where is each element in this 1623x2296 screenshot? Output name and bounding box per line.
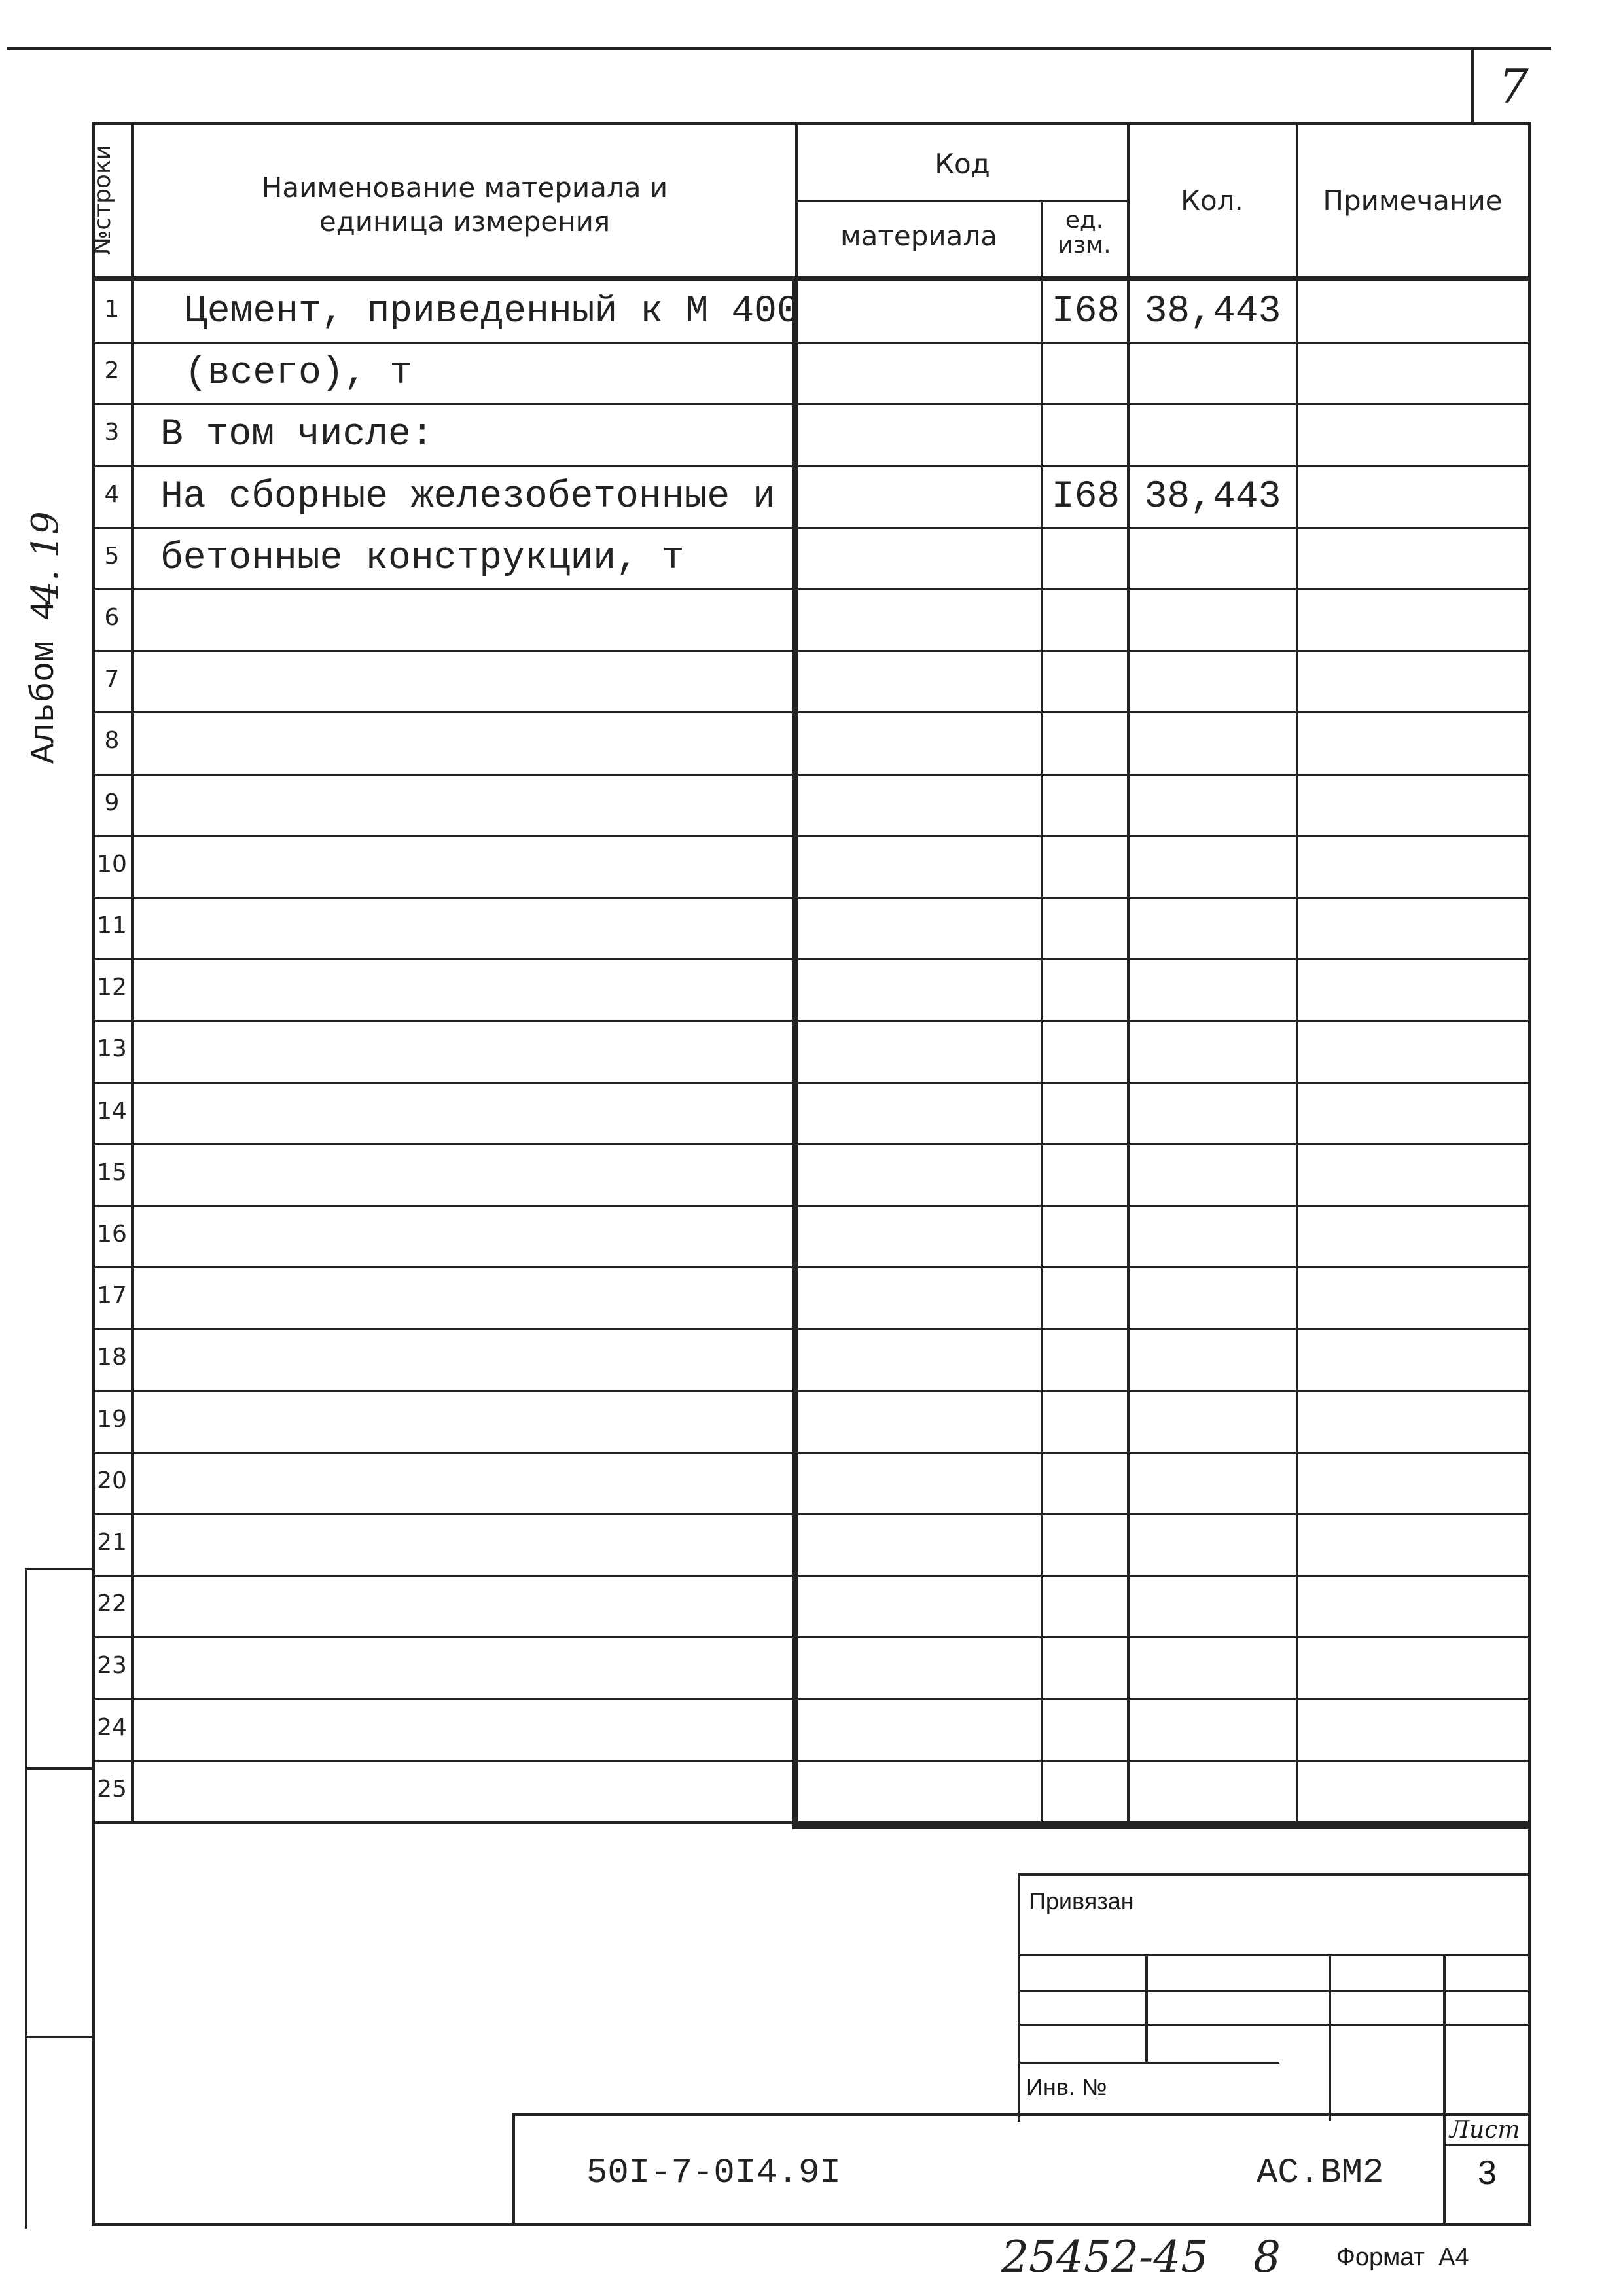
stamp-attached-label: Привязан (1029, 1888, 1134, 1914)
row-number: 23 (97, 1652, 127, 1679)
row-material-name: (всего), т (185, 352, 413, 395)
binding-strip-top (25, 1568, 93, 1570)
header-bottom-line (92, 276, 1531, 281)
table-row (0, 1515, 1623, 1576)
row-number: 8 (104, 727, 120, 755)
side-label-album: Альбом 4 (25, 600, 63, 764)
titleblock-left (512, 2113, 515, 2226)
row-number: 6 (104, 604, 120, 631)
table-row (0, 1268, 1623, 1329)
stamp-grid-h2 (1018, 1990, 1531, 1992)
row-material-name: бетонные конструкции, т (160, 537, 685, 580)
table-row (0, 1083, 1623, 1145)
stamp-grid-v1 (1145, 1954, 1148, 2062)
header-row-no: №строки (89, 144, 116, 255)
row-number: 1 (104, 296, 120, 323)
header-code-unit-1: ед. (1065, 207, 1104, 234)
table-row (0, 713, 1623, 774)
table-row (0, 651, 1623, 713)
binding-strip-sep2 (25, 2036, 93, 2038)
stamp-attached-left (1018, 1873, 1020, 2122)
row-unit-code: I68 (1051, 475, 1120, 518)
table-top-border (92, 122, 1531, 125)
doc-code: 50I-7-0I4.9I (586, 2153, 841, 2193)
row-number: 16 (97, 1221, 127, 1247)
top-border-line (7, 47, 1551, 50)
stamp-inv-label: Инв. № (1026, 2073, 1107, 2100)
row-number: 12 (97, 974, 127, 1001)
page-number: 7 (1499, 59, 1529, 114)
titleblock-sheet-line (1443, 2144, 1531, 2146)
stamp-attached-top (1018, 1873, 1531, 1876)
row-number: 10 (97, 850, 127, 878)
table-row (0, 836, 1623, 898)
table-row (0, 775, 1623, 836)
row-number: 5 (104, 542, 120, 569)
row-unit-code: I68 (1051, 291, 1120, 333)
stamp-grid-h1 (1018, 1954, 1531, 1956)
row-number: 13 (97, 1035, 127, 1063)
page-number-box-border (1471, 47, 1474, 124)
table-row (0, 343, 1623, 404)
stamp-grid-v3 (1443, 1954, 1446, 2121)
row-number: 11 (97, 912, 127, 939)
sheet-label: Лист (1450, 2117, 1520, 2144)
table-row (0, 467, 1623, 528)
row-number: 17 (97, 1282, 127, 1310)
row-quantity: 38,443 (1144, 291, 1281, 333)
stamp-grid-h4 (1018, 2062, 1279, 2064)
row-material-name: В том числе: (160, 414, 434, 457)
header-code-sub-line (795, 200, 1129, 202)
table-row (0, 590, 1623, 651)
row-number: 7 (104, 666, 120, 693)
footer-handwritten-number: 25452-45 (1001, 2232, 1209, 2282)
footer-format: Формат А4 (1336, 2244, 1469, 2271)
table-row (0, 1021, 1623, 1083)
table-row (0, 1391, 1623, 1453)
sheet-number: 3 (1478, 2154, 1497, 2192)
header-code: Код (935, 148, 990, 180)
header-name-line1: Наименование материала и (261, 171, 668, 204)
row-number: 21 (97, 1529, 127, 1556)
row-number: 15 (97, 1158, 127, 1186)
binding-strip-sep1 (25, 1767, 93, 1770)
row-number: 25 (97, 1775, 127, 1803)
table-row (0, 1576, 1623, 1638)
table-row (0, 1329, 1623, 1391)
header-note: Примечание (1323, 185, 1503, 217)
row-number: 24 (97, 1713, 127, 1741)
table-row (0, 898, 1623, 960)
side-label-handwritten: 4. 19 (24, 511, 67, 605)
titleblock-top (512, 2113, 1531, 2116)
table-row (0, 1206, 1623, 1268)
table-row (0, 281, 1623, 343)
header-name-line2: единица измерения (319, 206, 611, 238)
table-row (0, 1761, 1623, 1823)
table-row (0, 1453, 1623, 1515)
stamp-grid-h3 (1018, 2024, 1531, 2026)
row-number: 4 (104, 480, 120, 508)
header-qty: Кол. (1181, 185, 1243, 217)
table-row (0, 960, 1623, 1021)
binding-strip-outer (25, 1568, 27, 2229)
header-code-material: материала (840, 220, 997, 252)
footer-handwritten-copy: 8 (1253, 2232, 1281, 2282)
row-number: 18 (97, 1344, 127, 1371)
header-code-unit-2: изм. (1058, 232, 1111, 259)
row-material-name: На сборные железобетонные и (160, 475, 776, 518)
table-row (0, 404, 1623, 466)
table-row (0, 1700, 1623, 1761)
row-number: 2 (104, 357, 120, 385)
body-bold-bottom (792, 1823, 1531, 1829)
row-number: 19 (97, 1405, 127, 1433)
row-number: 20 (97, 1467, 127, 1494)
titleblock-bottom (92, 2223, 1531, 2226)
row-number: 9 (104, 789, 120, 816)
table-row (0, 1638, 1623, 1699)
stamp-grid-v2 (1329, 1954, 1331, 2121)
table-row (0, 528, 1623, 590)
row-quantity: 38,443 (1144, 475, 1281, 518)
table-row (0, 1145, 1623, 1206)
row-divider (92, 1821, 1531, 1824)
row-material-name: Цемент, приведенный к М 400 (185, 291, 800, 333)
row-number: 3 (104, 419, 120, 446)
row-number: 14 (97, 1097, 127, 1124)
row-number: 22 (97, 1590, 127, 1618)
doc-mark: АС.ВМ2 (1257, 2153, 1384, 2193)
